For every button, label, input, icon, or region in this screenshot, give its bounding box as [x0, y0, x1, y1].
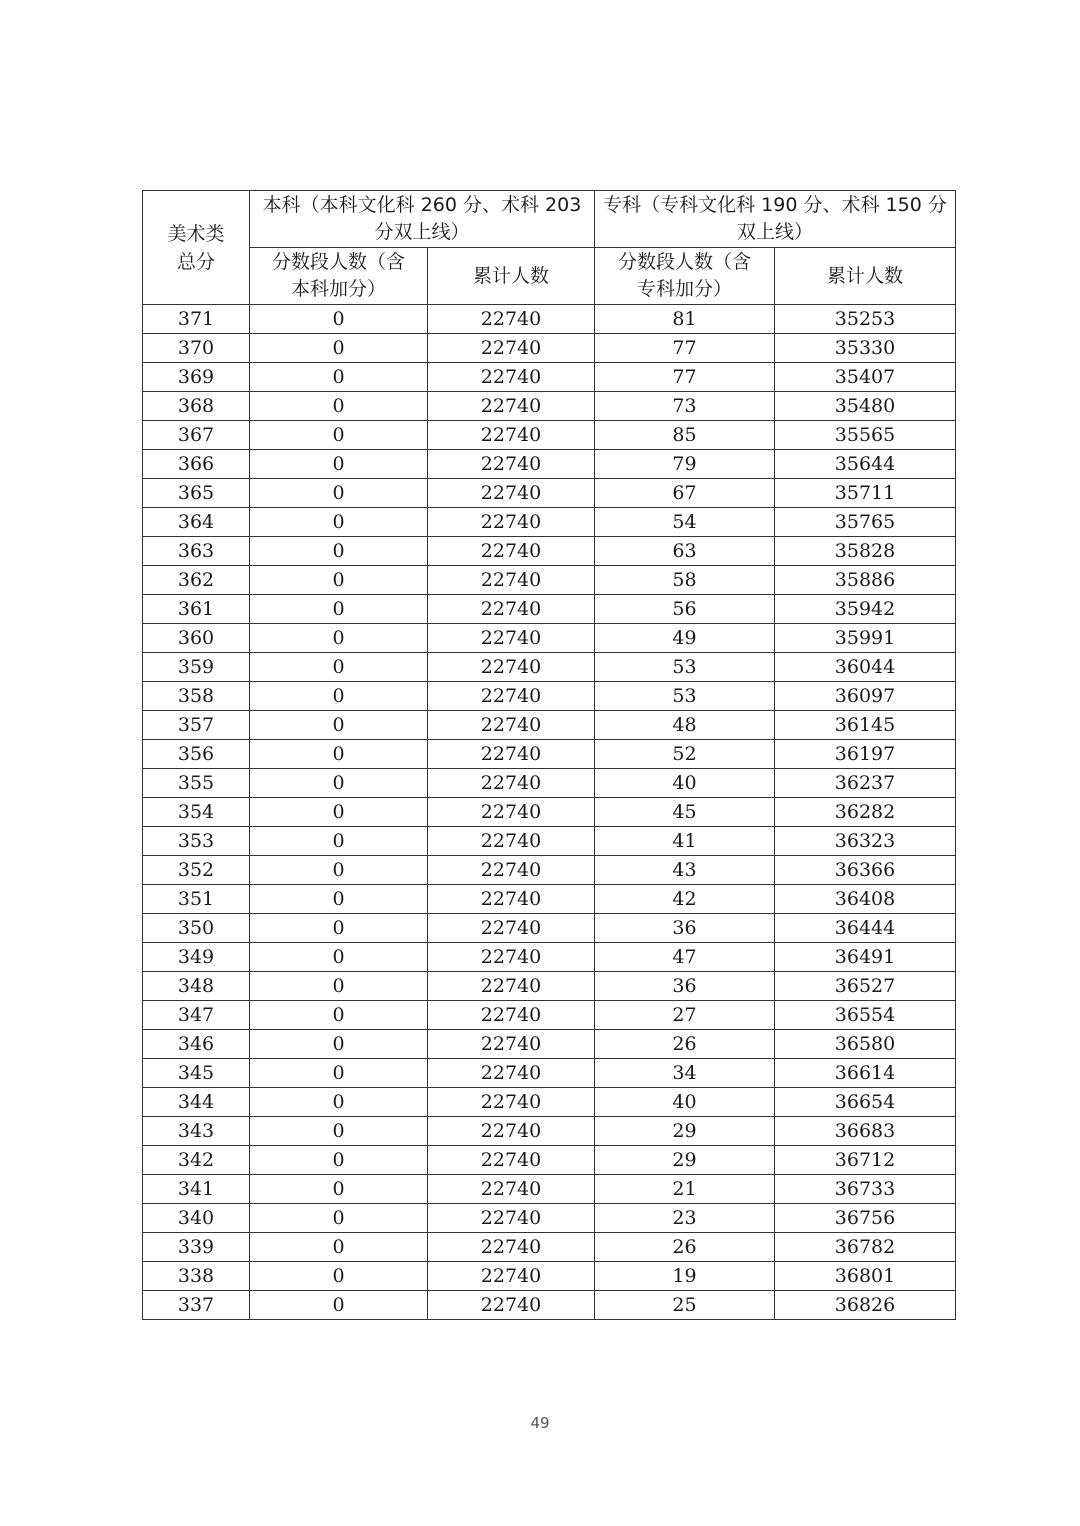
header-undergrad-cumulative: 累计人数 — [428, 248, 595, 305]
undergrad-cumulative-cell: 22740 — [428, 334, 595, 363]
undergrad-segment-cell: 0 — [250, 595, 428, 624]
vocational-segment-cell: 67 — [595, 479, 775, 508]
table-row — [143, 595, 956, 624]
vocational-segment-cell: 77 — [595, 363, 775, 392]
undergrad-cumulative-cell: 22740 — [428, 914, 595, 943]
vocational-segment-cell: 29 — [595, 1146, 775, 1175]
undergrad-segment-cell: 0 — [250, 1030, 428, 1059]
total-score-cell: 350 — [143, 914, 250, 943]
vocational-cumulative-cell: 36282 — [775, 798, 956, 827]
vocational-cumulative-cell: 36366 — [775, 856, 956, 885]
vocational-cumulative-cell: 35407 — [775, 363, 956, 392]
undergrad-segment-cell: 0 — [250, 1059, 428, 1088]
header-undergrad-segment: 分数段人数（含本科加分） — [250, 248, 428, 305]
vocational-segment-cell: 34 — [595, 1059, 775, 1088]
undergrad-segment-cell: 0 — [250, 1291, 428, 1320]
table-row — [143, 769, 956, 798]
undergrad-segment-cell: 0 — [250, 566, 428, 595]
table-row — [143, 1117, 956, 1146]
total-score-cell: 351 — [143, 885, 250, 914]
undergrad-segment-cell: 0 — [250, 363, 428, 392]
vocational-cumulative-cell: 36756 — [775, 1204, 956, 1233]
total-score-cell: 345 — [143, 1059, 250, 1088]
total-score-cell: 340 — [143, 1204, 250, 1233]
vocational-segment-cell: 25 — [595, 1291, 775, 1320]
table-row — [143, 1146, 956, 1175]
table-row — [143, 1204, 956, 1233]
table-row — [143, 624, 956, 653]
vocational-segment-cell: 56 — [595, 595, 775, 624]
undergrad-cumulative-cell: 22740 — [428, 450, 595, 479]
undergrad-segment-cell: 0 — [250, 653, 428, 682]
undergrad-segment-cell: 0 — [250, 421, 428, 450]
undergrad-cumulative-cell: 22740 — [428, 856, 595, 885]
score-table — [142, 190, 956, 1320]
vocational-cumulative-cell: 36614 — [775, 1059, 956, 1088]
table-row — [143, 450, 956, 479]
table-row — [143, 421, 956, 450]
vocational-segment-cell: 36 — [595, 972, 775, 1001]
vocational-segment-cell: 40 — [595, 769, 775, 798]
vocational-segment-cell: 21 — [595, 1175, 775, 1204]
table-row — [143, 972, 956, 1001]
undergrad-segment-cell: 0 — [250, 885, 428, 914]
undergrad-cumulative-cell: 22740 — [428, 827, 595, 856]
total-score-cell: 341 — [143, 1175, 250, 1204]
undergrad-cumulative-cell: 22740 — [428, 305, 595, 334]
undergrad-segment-cell: 0 — [250, 1233, 428, 1262]
vocational-segment-cell: 40 — [595, 1088, 775, 1117]
vocational-segment-cell: 42 — [595, 885, 775, 914]
vocational-segment-cell: 23 — [595, 1204, 775, 1233]
vocational-cumulative-cell: 36580 — [775, 1030, 956, 1059]
total-score-cell: 360 — [143, 624, 250, 653]
undergrad-cumulative-cell: 22740 — [428, 1175, 595, 1204]
vocational-cumulative-cell: 36801 — [775, 1262, 956, 1291]
total-score-cell: 347 — [143, 1001, 250, 1030]
undergrad-segment-cell: 0 — [250, 827, 428, 856]
vocational-cumulative-cell: 36408 — [775, 885, 956, 914]
undergrad-segment-cell: 0 — [250, 1204, 428, 1233]
table-row — [143, 1175, 956, 1204]
vocational-segment-cell: 54 — [595, 508, 775, 537]
table-row — [143, 1233, 956, 1262]
undergrad-segment-cell: 0 — [250, 1146, 428, 1175]
undergrad-cumulative-cell: 22740 — [428, 1291, 595, 1320]
undergrad-cumulative-cell: 22740 — [428, 943, 595, 972]
table-row — [143, 1291, 956, 1320]
vocational-segment-cell: 77 — [595, 334, 775, 363]
undergrad-cumulative-cell: 22740 — [428, 1146, 595, 1175]
total-score-cell: 365 — [143, 479, 250, 508]
total-score-cell: 361 — [143, 595, 250, 624]
undergrad-segment-cell: 0 — [250, 334, 428, 363]
vocational-segment-cell: 26 — [595, 1233, 775, 1262]
page-number: 49 — [530, 1414, 550, 1432]
vocational-segment-cell: 43 — [595, 856, 775, 885]
undergrad-cumulative-cell: 22740 — [428, 363, 595, 392]
table-row — [143, 682, 956, 711]
table-row — [143, 827, 956, 856]
undergrad-segment-cell: 0 — [250, 1175, 428, 1204]
undergrad-segment-cell: 0 — [250, 1088, 428, 1117]
vocational-segment-cell: 58 — [595, 566, 775, 595]
undergrad-cumulative-cell: 22740 — [428, 885, 595, 914]
table-header — [143, 191, 956, 305]
undergrad-segment-cell: 0 — [250, 856, 428, 885]
undergrad-segment-cell: 0 — [250, 537, 428, 566]
undergrad-segment-cell: 0 — [250, 624, 428, 653]
vocational-segment-cell: 79 — [595, 450, 775, 479]
table-row — [143, 856, 956, 885]
vocational-cumulative-cell: 36654 — [775, 1088, 956, 1117]
header-vocational-cumulative: 累计人数 — [775, 248, 956, 305]
undergrad-cumulative-cell: 22740 — [428, 1262, 595, 1291]
total-score-cell: 371 — [143, 305, 250, 334]
vocational-segment-cell: 48 — [595, 711, 775, 740]
total-score-cell: 352 — [143, 856, 250, 885]
undergrad-segment-cell: 0 — [250, 392, 428, 421]
undergrad-cumulative-cell: 22740 — [428, 682, 595, 711]
undergrad-cumulative-cell: 22740 — [428, 508, 595, 537]
undergrad-cumulative-cell: 22740 — [428, 566, 595, 595]
table-row — [143, 363, 956, 392]
vocational-cumulative-cell: 36197 — [775, 740, 956, 769]
vocational-segment-cell: 27 — [595, 1001, 775, 1030]
vocational-cumulative-cell: 36733 — [775, 1175, 956, 1204]
undergrad-cumulative-cell: 22740 — [428, 1030, 595, 1059]
vocational-cumulative-cell: 36826 — [775, 1291, 956, 1320]
undergrad-segment-cell: 0 — [250, 1117, 428, 1146]
total-score-cell: 357 — [143, 711, 250, 740]
undergrad-segment-cell: 0 — [250, 305, 428, 334]
table-row — [143, 885, 956, 914]
vocational-cumulative-cell: 35644 — [775, 450, 956, 479]
undergrad-cumulative-cell: 22740 — [428, 1233, 595, 1262]
vocational-cumulative-cell: 36554 — [775, 1001, 956, 1030]
undergrad-cumulative-cell: 22740 — [428, 1088, 595, 1117]
table-row — [143, 334, 956, 363]
table-row — [143, 392, 956, 421]
total-score-cell: 366 — [143, 450, 250, 479]
vocational-cumulative-cell: 36527 — [775, 972, 956, 1001]
vocational-segment-cell: 63 — [595, 537, 775, 566]
undergrad-segment-cell: 0 — [250, 508, 428, 537]
undergrad-segment-cell: 0 — [250, 769, 428, 798]
total-score-cell: 342 — [143, 1146, 250, 1175]
vocational-segment-cell: 49 — [595, 624, 775, 653]
undergrad-cumulative-cell: 22740 — [428, 392, 595, 421]
undergrad-segment-cell: 0 — [250, 798, 428, 827]
vocational-segment-cell: 36 — [595, 914, 775, 943]
table-row — [143, 537, 956, 566]
undergrad-segment-cell: 0 — [250, 740, 428, 769]
total-score-cell: 362 — [143, 566, 250, 595]
table-row — [143, 1059, 956, 1088]
undergrad-segment-cell: 0 — [250, 682, 428, 711]
table-row — [143, 1030, 956, 1059]
total-score-cell: 355 — [143, 769, 250, 798]
vocational-cumulative-cell: 36145 — [775, 711, 956, 740]
total-score-cell: 337 — [143, 1291, 250, 1320]
vocational-cumulative-cell: 35942 — [775, 595, 956, 624]
total-score-cell: 348 — [143, 972, 250, 1001]
table-row — [143, 740, 956, 769]
table-row — [143, 1088, 956, 1117]
vocational-segment-cell: 81 — [595, 305, 775, 334]
undergrad-cumulative-cell: 22740 — [428, 740, 595, 769]
header-vocational-segment: 分数段人数（含专科加分） — [595, 248, 775, 305]
vocational-cumulative-cell: 36782 — [775, 1233, 956, 1262]
table-row — [143, 711, 956, 740]
vocational-cumulative-cell: 36097 — [775, 682, 956, 711]
vocational-segment-cell: 29 — [595, 1117, 775, 1146]
vocational-segment-cell: 41 — [595, 827, 775, 856]
header-vocational-group: 专科（专科文化科 190 分、术科 150 分双上线） — [595, 191, 956, 248]
table-row — [143, 653, 956, 682]
total-score-cell: 370 — [143, 334, 250, 363]
table-row — [143, 914, 956, 943]
total-score-cell: 367 — [143, 421, 250, 450]
table-row — [143, 1001, 956, 1030]
total-score-cell: 338 — [143, 1262, 250, 1291]
vocational-segment-cell: 52 — [595, 740, 775, 769]
total-score-cell: 364 — [143, 508, 250, 537]
vocational-cumulative-cell: 36323 — [775, 827, 956, 856]
table-row — [143, 508, 956, 537]
vocational-cumulative-cell: 36444 — [775, 914, 956, 943]
table-row — [143, 1262, 956, 1291]
total-score-cell: 353 — [143, 827, 250, 856]
undergrad-segment-cell: 0 — [250, 450, 428, 479]
vocational-cumulative-cell: 36237 — [775, 769, 956, 798]
total-score-cell: 344 — [143, 1088, 250, 1117]
header-undergrad-group: 本科（本科文化科 260 分、术科 203 分双上线） — [250, 191, 595, 248]
vocational-cumulative-cell: 35330 — [775, 334, 956, 363]
vocational-cumulative-cell: 36491 — [775, 943, 956, 972]
undergrad-cumulative-cell: 22740 — [428, 421, 595, 450]
undergrad-cumulative-cell: 22740 — [428, 1117, 595, 1146]
vocational-cumulative-cell: 36712 — [775, 1146, 956, 1175]
table-row — [143, 798, 956, 827]
undergrad-cumulative-cell: 22740 — [428, 537, 595, 566]
vocational-cumulative-cell: 35253 — [775, 305, 956, 334]
vocational-cumulative-cell: 35480 — [775, 392, 956, 421]
undergrad-cumulative-cell: 22740 — [428, 1059, 595, 1088]
total-score-cell: 343 — [143, 1117, 250, 1146]
header-total-score: 美术类总分 — [143, 191, 250, 305]
vocational-segment-cell: 19 — [595, 1262, 775, 1291]
undergrad-segment-cell: 0 — [250, 711, 428, 740]
total-score-cell: 339 — [143, 1233, 250, 1262]
vocational-cumulative-cell: 35886 — [775, 566, 956, 595]
undergrad-cumulative-cell: 22740 — [428, 711, 595, 740]
undergrad-cumulative-cell: 22740 — [428, 972, 595, 1001]
vocational-cumulative-cell: 35828 — [775, 537, 956, 566]
undergrad-cumulative-cell: 22740 — [428, 479, 595, 508]
total-score-cell: 349 — [143, 943, 250, 972]
undergrad-segment-cell: 0 — [250, 943, 428, 972]
table-row — [143, 305, 956, 334]
vocational-segment-cell: 85 — [595, 421, 775, 450]
total-score-cell: 354 — [143, 798, 250, 827]
total-score-cell: 369 — [143, 363, 250, 392]
table-row — [143, 566, 956, 595]
undergrad-segment-cell: 0 — [250, 972, 428, 1001]
vocational-cumulative-cell: 36044 — [775, 653, 956, 682]
undergrad-cumulative-cell: 22740 — [428, 624, 595, 653]
vocational-segment-cell: 47 — [595, 943, 775, 972]
undergrad-segment-cell: 0 — [250, 1001, 428, 1030]
undergrad-segment-cell: 0 — [250, 1262, 428, 1291]
table-row — [143, 943, 956, 972]
table-row — [143, 479, 956, 508]
vocational-cumulative-cell: 36683 — [775, 1117, 956, 1146]
total-score-cell: 368 — [143, 392, 250, 421]
vocational-cumulative-cell: 35765 — [775, 508, 956, 537]
vocational-segment-cell: 53 — [595, 682, 775, 711]
total-score-cell: 356 — [143, 740, 250, 769]
undergrad-cumulative-cell: 22740 — [428, 653, 595, 682]
undergrad-cumulative-cell: 22740 — [428, 798, 595, 827]
undergrad-cumulative-cell: 22740 — [428, 1204, 595, 1233]
vocational-segment-cell: 26 — [595, 1030, 775, 1059]
total-score-cell: 346 — [143, 1030, 250, 1059]
total-score-cell: 363 — [143, 537, 250, 566]
vocational-cumulative-cell: 35991 — [775, 624, 956, 653]
vocational-segment-cell: 73 — [595, 392, 775, 421]
undergrad-cumulative-cell: 22740 — [428, 769, 595, 798]
vocational-segment-cell: 53 — [595, 653, 775, 682]
total-score-cell: 358 — [143, 682, 250, 711]
undergrad-cumulative-cell: 22740 — [428, 1001, 595, 1030]
undergrad-segment-cell: 0 — [250, 479, 428, 508]
undergrad-cumulative-cell: 22740 — [428, 595, 595, 624]
total-score-cell: 359 — [143, 653, 250, 682]
vocational-cumulative-cell: 35711 — [775, 479, 956, 508]
vocational-segment-cell: 45 — [595, 798, 775, 827]
vocational-cumulative-cell: 35565 — [775, 421, 956, 450]
undergrad-segment-cell: 0 — [250, 914, 428, 943]
table-body — [143, 305, 956, 1320]
